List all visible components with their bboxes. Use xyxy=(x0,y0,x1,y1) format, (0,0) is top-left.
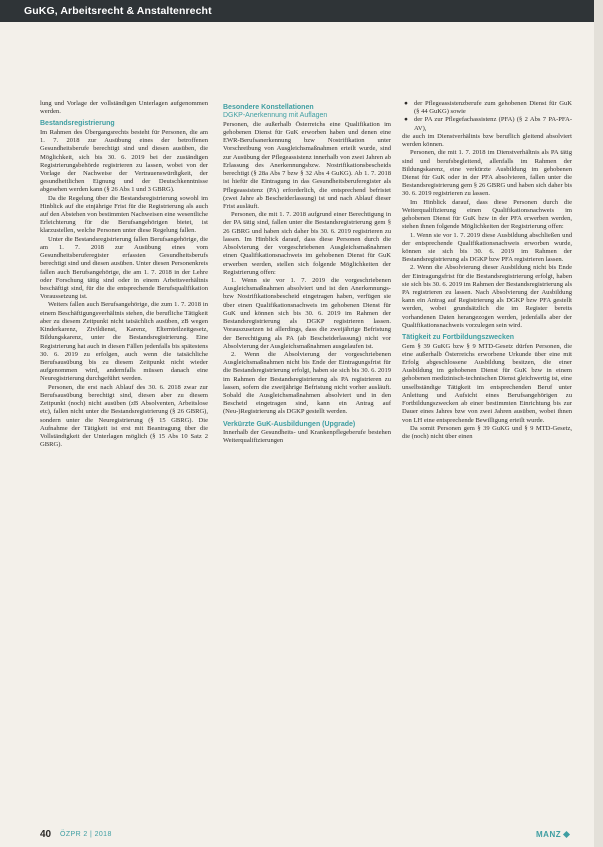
paragraph: 2. Wenn die Absolvierung der vorgeschriebenen Ausgleichsmaßnahmen nicht bis Ende der Eintragungsfrist für die Bestandsregistrierung erfolgt, haben sie sich bis 30. 6. 2019 im Rahmen der Bestandsregistrierung als PA registrieren zu lassen, sofern die zweijährige Befristung nicht vorher ausläuft. Sobald die Ausgleichsmaßnahmen absolviert und in den Bescheid eingetragen sind, kann ein Antrag auf (Neu-)Registrierung als DGKP gestellt werden. xyxy=(223,350,391,416)
text-column-1 xyxy=(40,100,208,449)
publisher-mark-icon xyxy=(563,831,570,838)
list-item-text: der PA zur Pflegefachassistenz (PFA) (§ 2 Abs 7 PA-PFA-AV), xyxy=(414,116,572,132)
paragraph: Personen, die mit 1. 7. 2018 im Dienstverhältnis als PA tätig sind und berufsbegleitend, allenfalls im Rahmen der Bildungskarenz, eine verkürzte Ausbildung im gehobenen Dienst für GuK oder in der PFA absolvieren, fallen unter die Bestandsregistrierung gem § 26 GBRG und haben sich daher bis 30. 6. 2019 registrieren zu lassen. xyxy=(402,149,572,198)
list-item-text: der Pflegeassistenzberufe zum gehobenen Dienst für GuK (§ 44 GuKG) sowie xyxy=(414,100,572,116)
section-subheading: DGKP-Anerkennung mit Auflagen xyxy=(223,112,328,120)
text-column-3 xyxy=(402,100,572,441)
page-number: 40 xyxy=(40,829,52,840)
paragraph: Gem § 39 GuKG bzw § 9 MTD-Gesetz dürfen Personen, die eine außerhalb Österreichs erworbene Urkunde über eine mit Erfolg abgeschlossene Ausbildung besitzen, die einer Ausbildung im gehobenen Dienst für GuK bzw in einem gehobenen medizinisch-technischen Dienst gleichwertig ist, eine unselbständige Tätigkeit im entsprechenden Beruf unter Anleitung und Aufsicht eines Berufsangehörigen zu Fortbildungszwecken ab einer bestimmten Einrichtung bis zur Dauer eines Jahres bzw von zwei Jahren ausüben, wobei ihnen von LH eine entsprechende Bewilligung erteilt wurde. xyxy=(402,342,572,424)
list-item xyxy=(404,116,572,132)
publisher-logo: MANZ xyxy=(536,830,562,839)
paragraph: lung und Vorlage der vollständigen Unterlagen aufgenommen werden. xyxy=(40,100,208,116)
paragraph: Personen, die mit 1. 7. 2018 aufgrund einer Berechtigung in der PA tätig sind, fallen unter die Bestandsregistrierung gem § 26 GBRG und haben sich daher bis 30. 6. 2019 registrieren zu lassen. Im Hinblick darauf, dass diese Personen durch die Absolvierung der vorgeschriebenen Ausgleichsmaßnahmen einen Qualifikationsnachweis im gehobenen Dienst für GuK erwerben werden, stellen sich folgende Möglichkeiten der Registrierung offen: xyxy=(223,211,391,276)
bullet-icon: ● xyxy=(404,100,408,107)
bullet-list xyxy=(402,100,572,133)
section-heading: Verkürzte GuK-Ausbildungen (Upgrade) xyxy=(223,420,356,428)
page-edge xyxy=(594,0,603,847)
paragraph: Da die Regelung über die Bestandsregistrierung sowohl im Hinblick auf die einjährige Frist für die Registrierung als auch auf den Abstehen von bestimmten Nachweisen eine wesentliche Erleichterung für die Berufsangehörigen bietet, ist klarzustellen, welche Personen unter diese Regelung fallen. xyxy=(40,194,208,235)
paragraph: Personen, die außerhalb Österreichs eine Qualifikation im gehobenen Dienst für GuK erworben haben und denen eine EWR-Berufsanerkennung bzw Nostrifikation unter Vorschreibung von Ausgleichsmaßnahmen erteilt wurde, sind zur Ausübung der Pflegeassistenz innerhalb von zwei Jahren ab Erlassung des Anerkennungsbzw. Nostrifikationsbescheids berechtigt (§ 28a Abs 7 bzw § 32 Abs 4 GuKG). Ab 1. 7. 2018 ist hiefür die Eintragung in das Gesundheitsberuferegister als Pflegeassistenz (PA) erforderlich, die entsprechend befristet (zwei Jahre ab Bescheiderlassung) ist und nach Ablauf dieser Frist ausläuft. xyxy=(223,120,391,210)
section-heading: Tätigkeit zu Fortbildungszwecken xyxy=(402,334,515,342)
list-item xyxy=(404,100,572,116)
paragraph: Weiters fallen auch Berufsangehörige, die zum 1. 7. 2018 in einem Beschäftigungsverhältnis stehen, die berufliche Tätigkeit aber zu diesem Zeitpunkt nicht tatsächlich ausüben, zB wegen Kinderkarenz, Zivildienst, Karenz, Elternteilzeitgesetz, Bildungskarenz, unter die Bestandsregistrierung. Eine Registrierung hat auch in diesen Fällen jedenfalls bis spätestens 30. 6. 2019 zu erfolgen, auch wenn die tatsächliche Berufsausübung bis zu diesem Zeitpunkt nicht wieder aufgenommen wird, andernfalls müssen danach eine Neuregistrierung durchgeführt werden. xyxy=(40,301,208,383)
section-heading: Bestandsregistrierung xyxy=(40,120,115,128)
paragraph: 1. Wenn sie vor 1. 7. 2019 die vorgeschriebenen Ausgleichsmaßnahmen absolviert und ist den Anerkennungs- bzw Nostrifikationsbescheid eingetragen haben, verfügen sie über einen Qualifikationsnachweis im gehobenen Dienst für GuK und können sich bis 30. 6. 2019 im Rahmen der Bestandsregistrierung als DGKP registrieren lassen. Vorauszusetzen ist allerdings, dass die zweijährige Befristung der Berechtigung als PA (ab Bescheiderlassung) nicht vor Absolvierung der Ausgleichsmaßnahmen ausgelaufen ist. xyxy=(223,276,391,350)
paragraph: Im Hinblick darauf, dass diese Personen durch die Weiterqualifizierung einen Qualifikationsnachweis im gehobenen Dienst für GuK bzw in der PFA erwerben werden, stehen ihnen folgende Möglichkeiten der Registrierung offen: xyxy=(402,198,572,231)
paragraph: Personen, die erst nach Ablauf des 30. 6. 2018 zwar zur Berufsausübung berechtigt sind, diesen aber zu diesem Zeitpunkt (noch) nicht ausüben (zB Absolventen, Arbeitslose etc), fallen nicht unter die Bestandsregistrierung (§ 26 GBRG), sondern unter die Neuregistrierung (§ 15 GBRG). Die Aufnahme der Tätigkeit ist erst mit Beantragung über die Vollständigkeit der Unterlagen möglich (§ 15 Abs 10 Satz 2 GBRG). xyxy=(40,383,208,449)
paragraph: 2. Wenn die Absolvierung dieser Ausbildung nicht bis Ende der Eintragungsfrist für die Bestandsregistrierung erfolgt, haben sie sich bis 30. 6. 2019 im Rahmen der Bestandsregistrierung als PA registrieren zu lassen. Nach Absolvierung der Ausbildung kann ein Antrag auf Registrierung als DGKP bzw PFA gestellt werden, wobei grundsätzlich die im Register bereits vorhandenen Daten herangezogen werden, jedenfalls aber der Qualifikationsnachweis vorzulegen sein wird. xyxy=(402,264,572,329)
running-header: GuKG, Arbeitsrecht & Anstaltenrecht xyxy=(0,0,603,22)
paragraph: Unter die Bestandsregistrierung fallen Berufsangehörige, die am 1. 7. 2018 zur Ausübung eines vom Gesundheitsberuferegister erfassten Gesundheitsberufs berechtigt sind und diesen ausüben. Unter diesen Personenkreis fallen auch Berufsangehörige, die am 1. 7. 2018 in der Lehre oder Forschung tätig sind oder in einem Arbeitsverhältnis beschäftigt sind, für die die entsprechende Berufsqualifikation Voraussetzung ist. xyxy=(40,235,208,301)
paragraph: 1. Wenn sie vor 1. 7. 2019 diese Ausbildung abschließen und der entsprechende Qualifikationsnachweis erworben wurde, können sie sich bis 30. 6. 2019 im Rahmen der Bestandsregistrierung als DGKP bzw PFA registrieren lassen. xyxy=(402,231,572,264)
bullet-icon: ● xyxy=(404,116,408,124)
paragraph: Im Rahmen des Übergangsrechts besteht für Personen, die am 1. 7. 2018 zur Ausübung eines der betroffenen Gesundheitsberufe berechtigt sind und diesen ausüben, die Möglichkeit, sich bis 30. 6. 2019 bei der zuständigen Registrierungsbehörde registrieren zu lassen, wobei von der Vorlage der Nachweise der Vertrauenswürdigkeit, der gesundheitlichen Eignung und der Deutschkenntnisse abgesehen werden kann (§ 26 Abs 1 und 3 GBRG). xyxy=(40,128,208,194)
paragraph: Innerhalb der Gesundheits- und Krankenpflegeberufe bestehen Weiterqualifizierungen xyxy=(223,429,391,445)
section-heading: Besondere Konstellationen xyxy=(223,104,314,111)
paragraph: Da somit Personen gem § 39 GuKG und § 9 MTD-Gesetz, die (noch) nicht über einen xyxy=(402,424,572,440)
text-column-2 xyxy=(223,100,391,446)
paragraph: die auch im Dienstverhältnis bzw beruflich gleitend absolviert werden können. xyxy=(402,132,572,149)
journal-issue: ÖZPR 2 | 2018 xyxy=(60,831,112,838)
page-footer xyxy=(0,828,603,847)
